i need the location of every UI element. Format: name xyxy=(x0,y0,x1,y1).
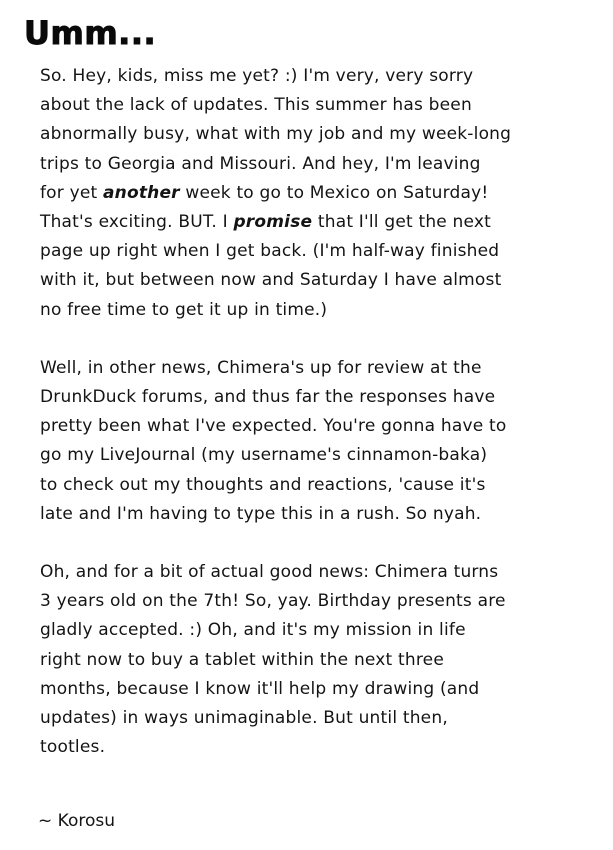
text-line: to check out my thoughts and reactions, 'cause it's xyxy=(40,474,486,495)
text-line: with it, but between now and Saturday I have almost xyxy=(40,270,502,291)
text-line: abnormally busy, what with my job and my week-long xyxy=(40,124,512,145)
post-title: Umm... xyxy=(24,14,157,52)
text-line: no free time to get it up in time.) xyxy=(40,299,328,320)
text-line xyxy=(40,208,588,237)
text-line: right now to buy a tablet within the next three xyxy=(40,649,444,670)
text-line xyxy=(40,179,588,208)
emphasis-promise: promise xyxy=(233,212,313,233)
text-fragment: for yet xyxy=(40,182,103,203)
text-line: updates) in ways unimaginable. But until then, xyxy=(40,708,448,729)
text-fragment: That's exciting. BUT. I xyxy=(40,212,234,233)
text-fragment: that I'll get the next xyxy=(312,212,492,233)
text-line: months, because I know it'll help my drawing (and xyxy=(40,678,480,699)
text-line: late and I'm having to type this in a rush. So nyah. xyxy=(40,503,482,524)
author-signature: ~ Korosu xyxy=(38,811,115,831)
text-line: tootles. xyxy=(40,737,106,758)
text-line: 3 years old on the 7th! So, yay. Birthday presents are xyxy=(40,591,506,612)
paragraph-apology xyxy=(40,62,588,325)
text-line: go my LiveJournal (my username's cinnamon-baka) xyxy=(40,445,488,466)
post-body xyxy=(40,62,588,791)
text-line: trips to Georgia and Missouri. And hey, I'm leaving xyxy=(40,153,481,174)
text-line: about the lack of updates. This summer has been xyxy=(40,95,472,116)
text-line: DrunkDuck forums, and thus far the responses have xyxy=(40,387,496,408)
text-line: So. Hey, kids, miss me yet? :) I'm very, very sorry xyxy=(40,66,474,86)
text-line: Oh, and for a bit of actual good news: Chimera turns xyxy=(40,562,499,583)
paragraph-good-news xyxy=(40,558,588,762)
paragraph-review-news xyxy=(40,354,588,529)
text-line: page up right when I get back. (I'm half-way finished xyxy=(40,241,500,262)
text-line: pretty been what I've expected. You're gonna have to xyxy=(40,416,507,437)
text-line: Well, in other news, Chimera's up for review at the xyxy=(40,357,482,378)
text-fragment: week to go to Mexico on Saturday! xyxy=(179,182,489,203)
emphasis-another: another xyxy=(102,182,180,203)
text-line: gladly accepted. :) Oh, and it's my mission in life xyxy=(40,620,466,641)
